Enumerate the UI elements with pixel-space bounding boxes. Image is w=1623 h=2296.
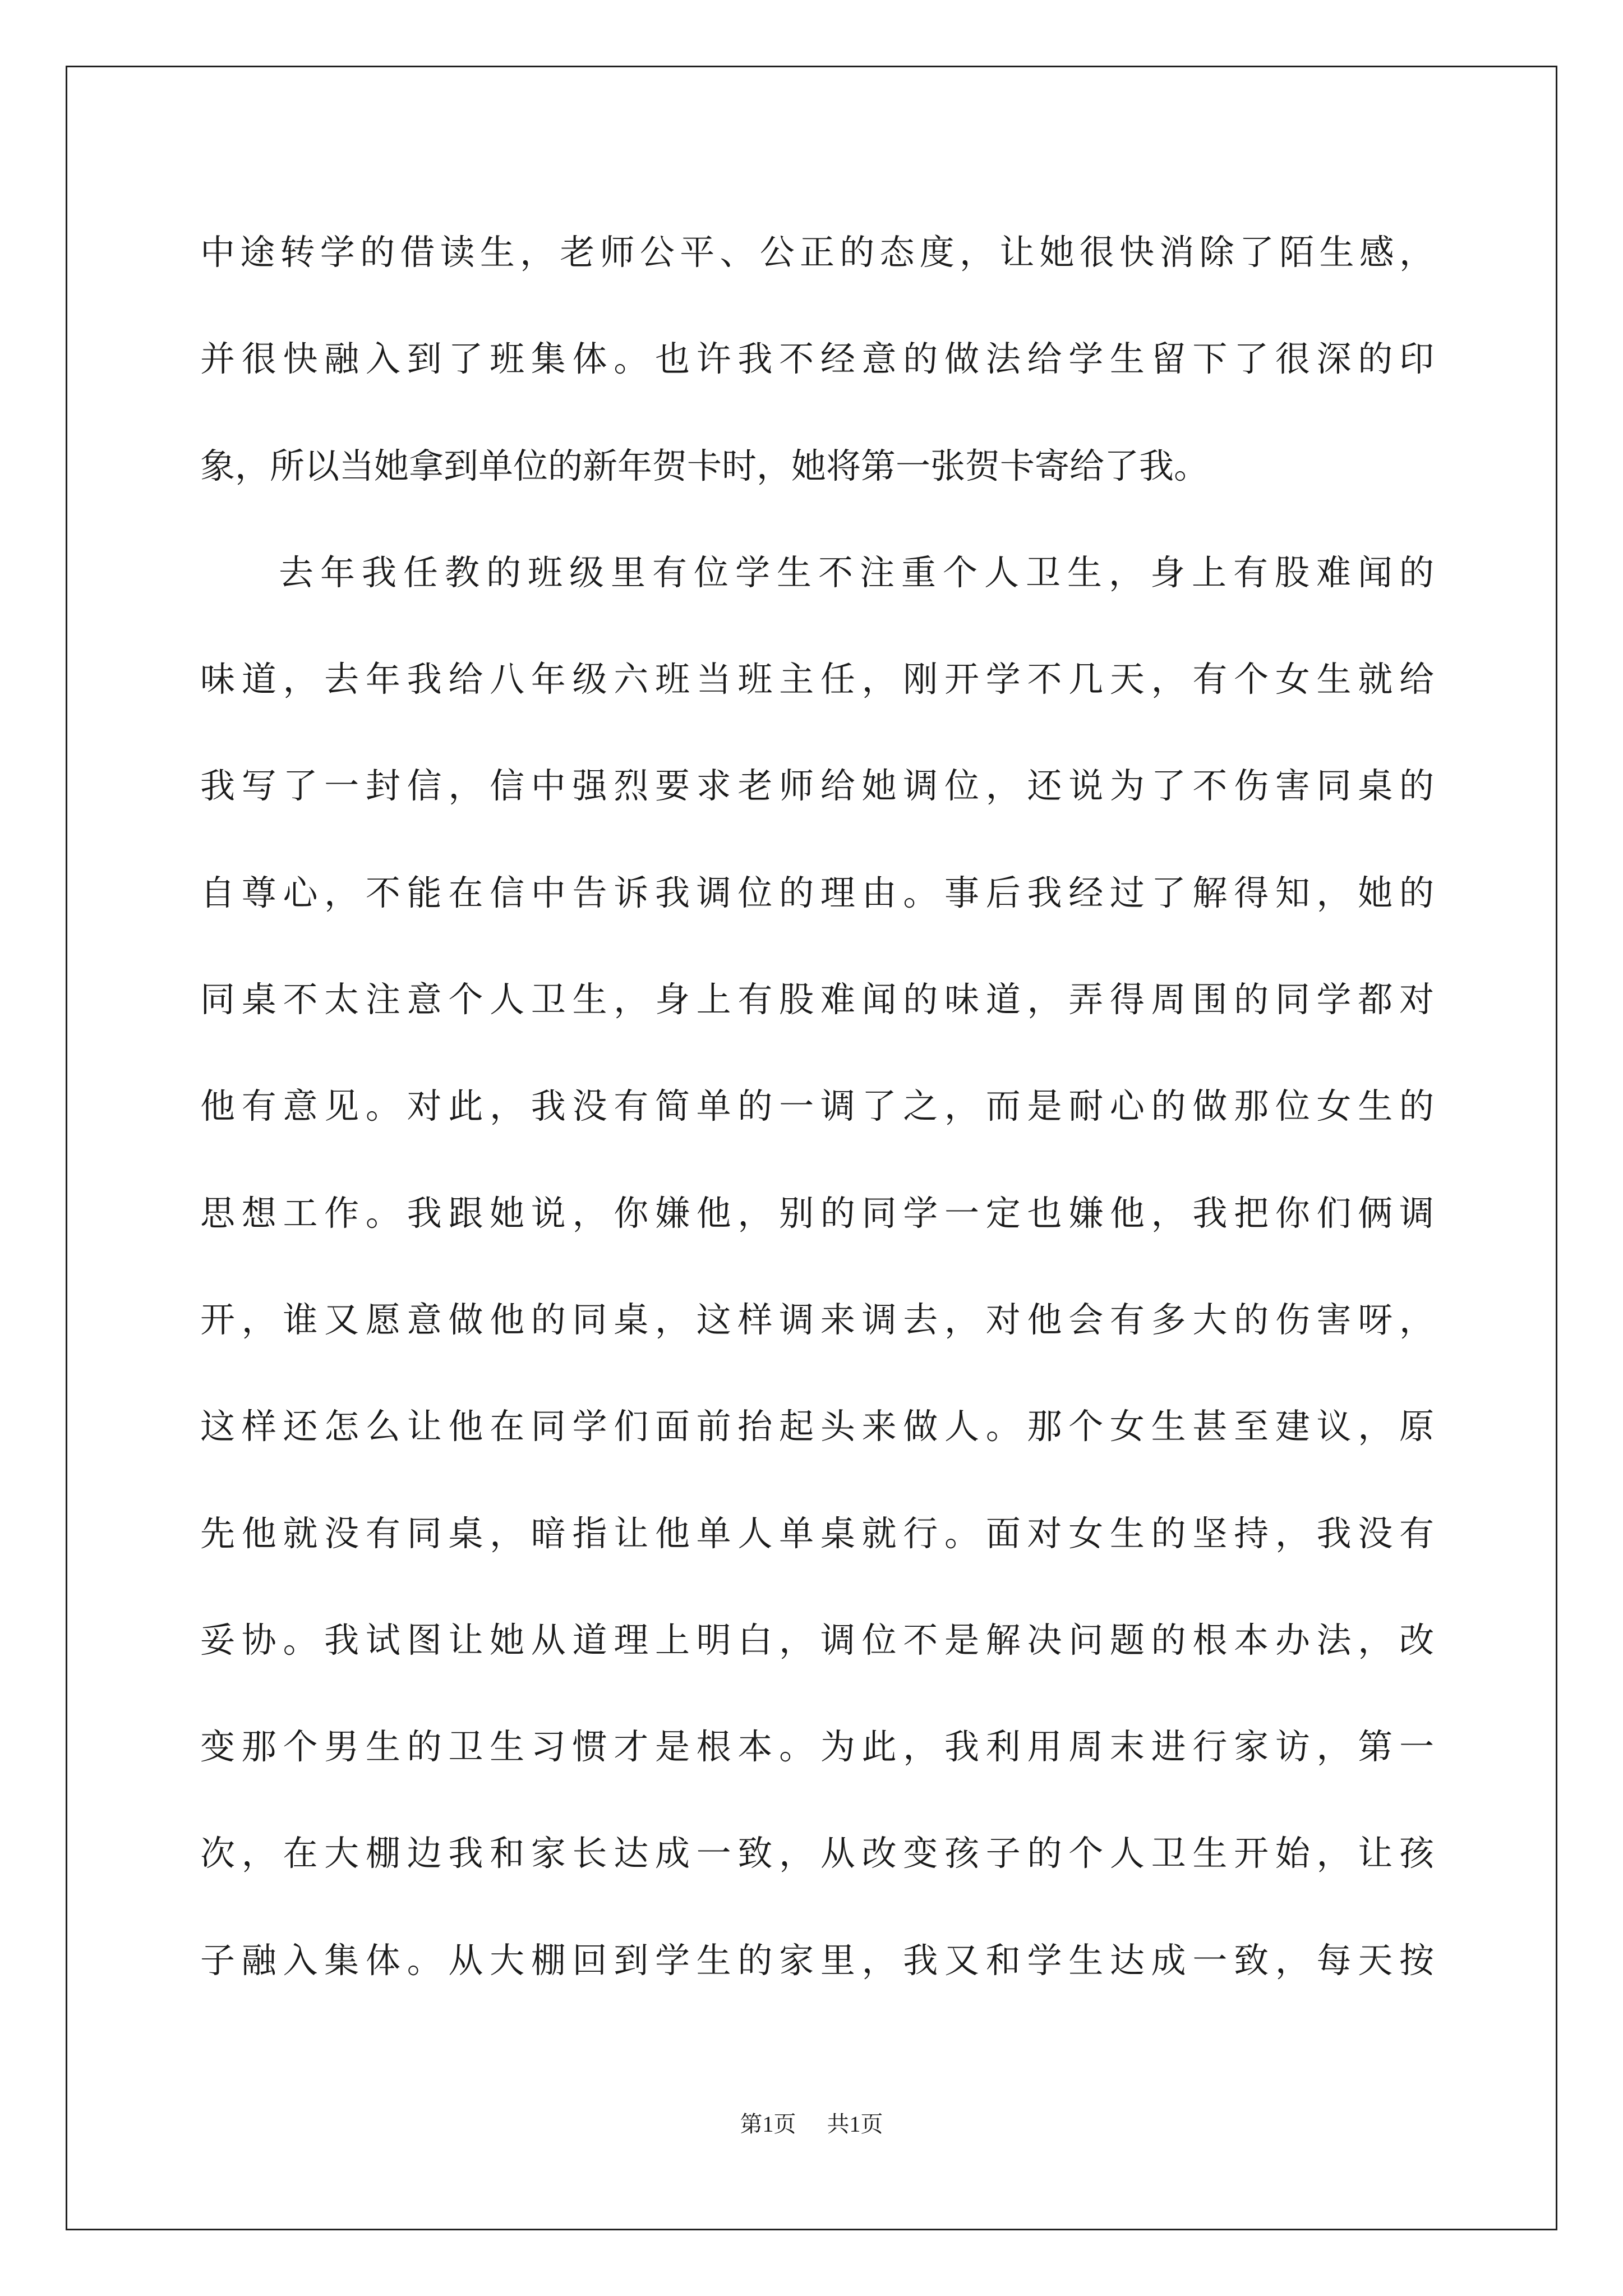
text-line: 开，谁又愿意做他的同桌，这样调来调去，对他会有多大的伤害呀， [200,1299,1434,1340]
text-line: 这样还怎么让他在同学们面前抬起头来做人。那个女生甚至建议，原 [200,1406,1434,1447]
text-line: 变那个男生的卫生习惯才是根本。为此，我利用周末进行家访，第一 [200,1726,1434,1768]
text-line: 妥协。我试图让她从道理上明白，调位不是解决问题的根本办法，改 [200,1619,1434,1660]
text-line: 我写了一封信，信中强烈要求老师给她调位，还说为了不伤害同桌的 [200,765,1434,807]
page-total: 共1页 [827,2111,883,2137]
paragraph-first-line: 去年我任教的班级里有位学生不注重个人卫生，身上有股难闻的 [279,551,1434,593]
text-line: 自尊心，不能在信中告诉我调位的理由。事后我经过了解得知，她的 [200,872,1434,913]
text-line: 子融入集体。从大棚回到学生的家里，我又和学生达成一致，每天按 [200,1939,1434,1981]
text-line: 并很快融入到了班集体。也许我不经意的做法给学生留下了很深的印 [200,338,1434,380]
text-line: 思想工作。我跟她说，你嫌他，别的同学一定也嫌他，我把你们俩调 [200,1192,1434,1234]
text-line: 同桌不太注意个人卫生，身上有股难闻的味道，弄得周围的同学都对 [200,979,1434,1020]
document-body [200,199,1434,2014]
text-line: 次，在大棚边我和家长达成一致，从改变孩子的个人卫生开始，让孩 [200,1833,1434,1874]
text-line: 中途转学的借读生，老师公平、公正的态度，让她很快消除了陌生感， [200,232,1434,273]
page-number: 第1页 [740,2111,796,2137]
text-line: 先他就没有同桌，暗指让他单人单桌就行。面对女生的坚持，我没有 [200,1512,1434,1554]
text-line: 他有意见。对此，我没有简单的一调了之，而是耐心的做那位女生的 [200,1085,1434,1127]
text-line: 味道，去年我给八年级六班当班主任，刚开学不几天，有个女生就给 [200,659,1434,700]
page-footer [0,2110,1623,2138]
text-line: 象，所以当她拿到单位的新年贺卡时，她将第一张贺卡寄给了我。 [200,445,1209,486]
